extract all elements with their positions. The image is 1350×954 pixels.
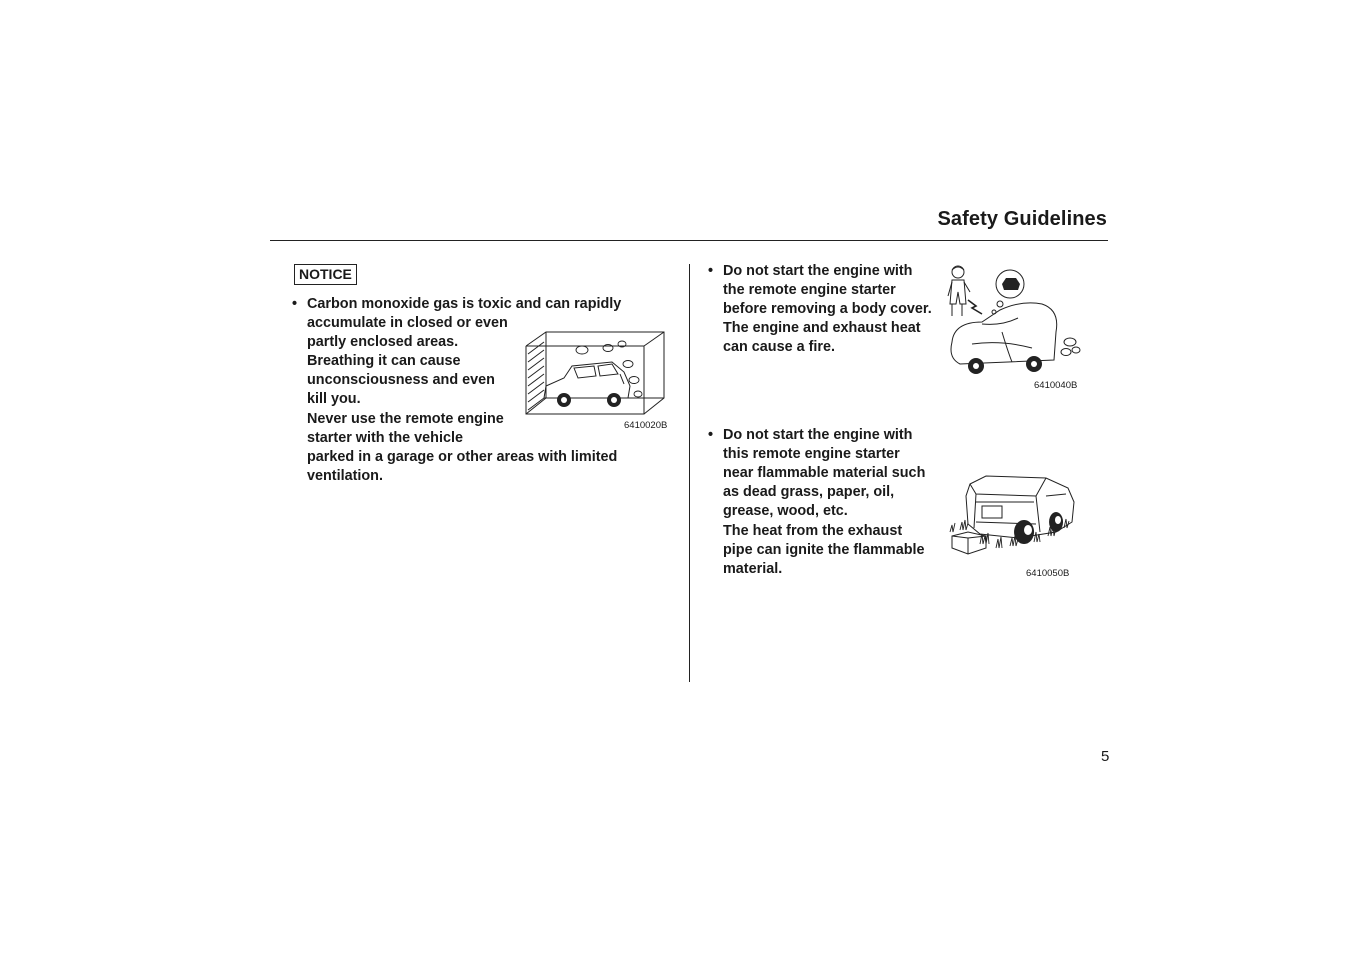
bullet-line: The engine and exhaust heat — [723, 320, 921, 336]
figure-code: 6410020B — [624, 420, 668, 431]
figure-code: 6410040B — [1034, 380, 1078, 391]
bullet-marker: • — [708, 427, 714, 443]
covered-car-illustration — [942, 262, 1082, 376]
column-divider — [689, 264, 690, 682]
bullet-line: partly enclosed areas. — [307, 334, 459, 350]
bullet-line: can cause a fire. — [723, 339, 835, 355]
bullet-line: grease, wood, etc. — [723, 503, 848, 519]
bullet-line: near flammable material such — [723, 465, 926, 481]
bullet-line: as dead grass, paper, oil, — [723, 484, 895, 500]
bullet-line: this remote engine starter — [723, 446, 900, 462]
bullet-line: The heat from the exhaust — [723, 523, 903, 539]
bullet-line: Carbon monoxide gas is toxic and can rapidly — [307, 296, 622, 312]
bullet-line: Do not start the engine with — [723, 427, 913, 443]
bullet-line: the remote engine starter — [723, 282, 896, 298]
page-title: Safety Guidelines — [937, 208, 1107, 230]
bullet-marker: • — [292, 296, 298, 312]
bullet-line: parked in a garage or other areas with limited — [307, 449, 618, 465]
page-number: 5 — [1101, 748, 1110, 765]
bullet-line: accumulate in closed or even — [307, 315, 508, 331]
bullet-line: starter with the vehicle — [307, 430, 463, 446]
title-rule — [270, 240, 1108, 241]
bullet-line: Do not start the engine with — [723, 263, 913, 279]
bullet-line: before removing a body cover. — [723, 301, 932, 317]
bullet-line: ventilation. — [307, 468, 383, 484]
figure-code: 6410050B — [1026, 568, 1070, 579]
bullet-line: material. — [723, 561, 783, 577]
garage-car-illustration — [520, 328, 668, 420]
bullet-line: Never use the remote engine — [307, 411, 504, 427]
bullet-line: kill you. — [307, 391, 361, 407]
car-on-grass-illustration — [946, 472, 1080, 560]
bullet-line: Breathing it can cause — [307, 353, 461, 369]
bullet-line: pipe can ignite the flammable — [723, 542, 925, 558]
bullet-line: unconsciousness and even — [307, 372, 495, 388]
bullet-marker: • — [708, 263, 714, 279]
notice-label: NOTICE — [294, 264, 357, 285]
